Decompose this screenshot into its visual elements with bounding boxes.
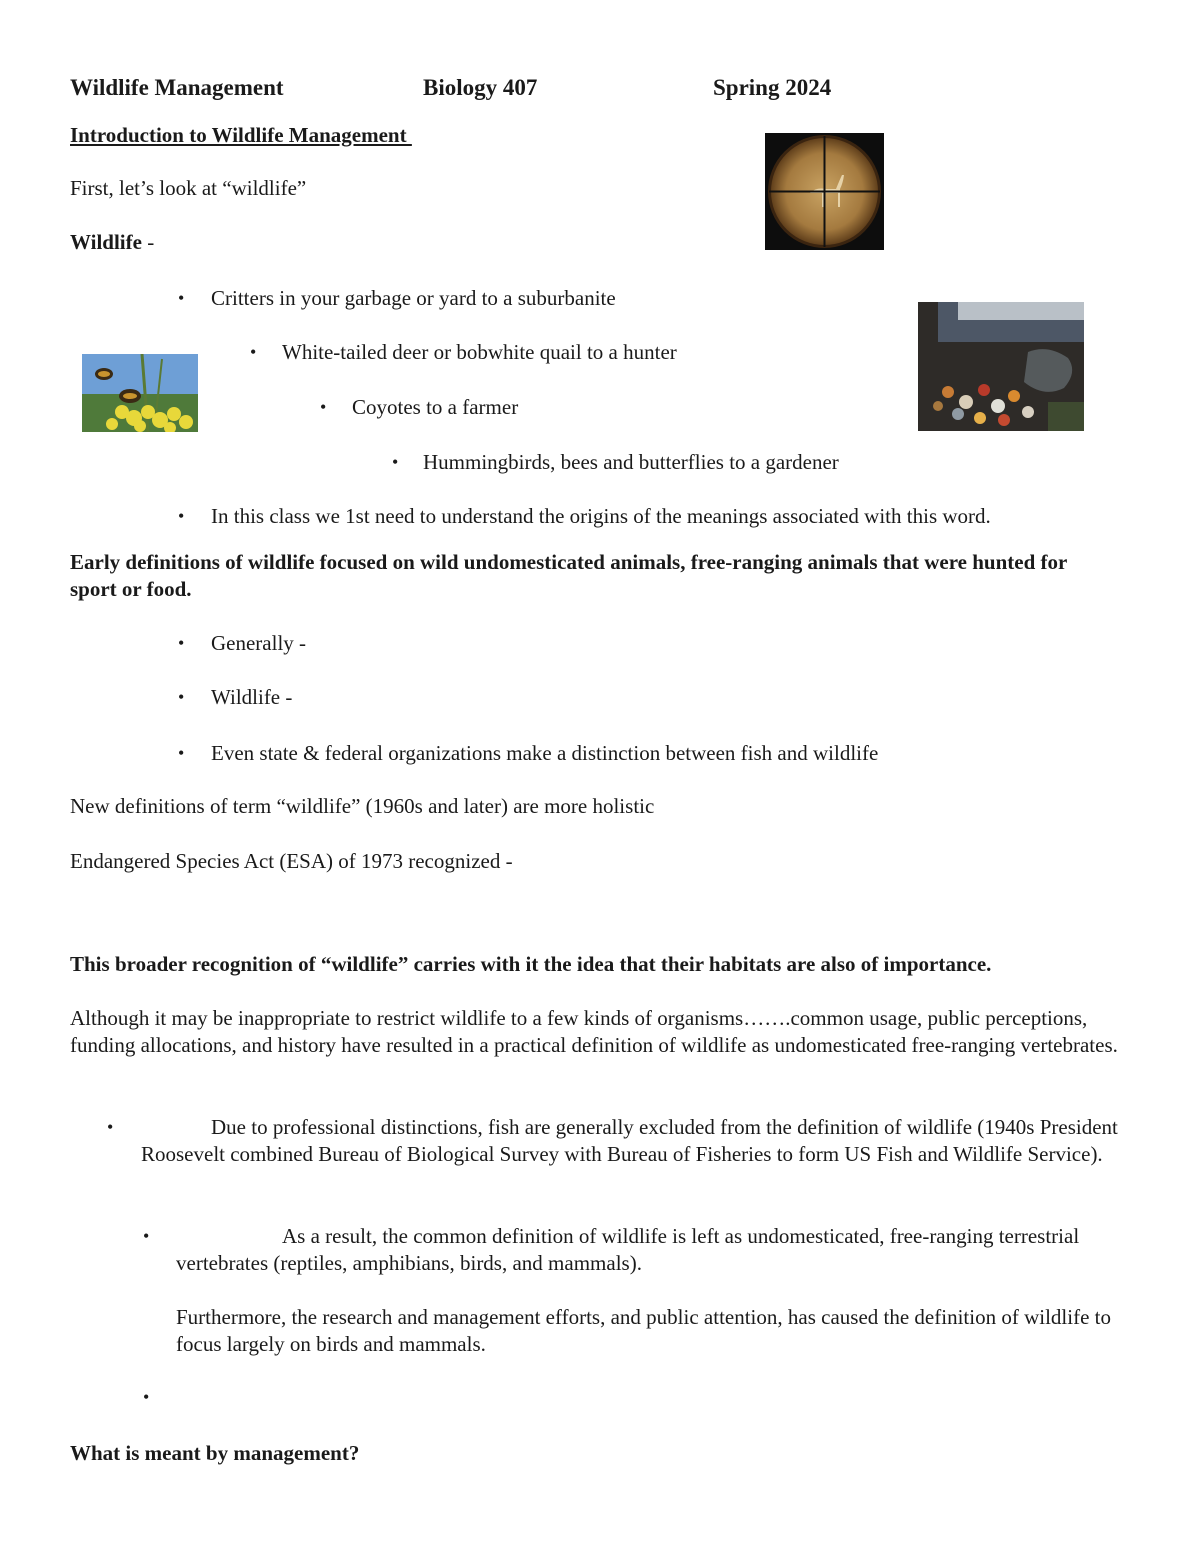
perspective-suburbanite: Critters in your garbage or yard to a suburbanite bbox=[211, 286, 616, 310]
bullet-icon: • bbox=[143, 1226, 150, 1246]
esa-line: Endangered Species Act (ESA) of 1973 recognized - bbox=[70, 849, 513, 873]
new-definitions: New definitions of term “wildlife” (1960s and later) are more holistic bbox=[70, 794, 655, 818]
result-bullet: As a result, the common definition of wildlife is left as undomesticated, free-ranging terrestrial vertebrates (reptiles, amphibians, birds, and mammals). bbox=[176, 1224, 1080, 1275]
bullet-icon: • bbox=[178, 743, 185, 763]
furthermore-paragraph: Furthermore, the research and management efforts, and public attention, has caused the definition of wildlife to focus largely on birds and mammals. bbox=[176, 1305, 1111, 1356]
fish-bullet: Due to professional distinctions, fish are generally excluded from the definition of wildlife (1940s President Roosevelt combined Bureau of Biological Survey with Bureau of Fisheries to form US Fish and Wildlife Service). bbox=[141, 1115, 1118, 1166]
bullet-icon: • bbox=[320, 397, 327, 417]
perspective-gardener: Hummingbirds, bees and butterflies to a gardener bbox=[423, 450, 839, 474]
bullet-icon: • bbox=[178, 687, 185, 707]
early-bullet-organizations: Even state & federal organizations make a distinction between fish and wildlife bbox=[211, 741, 879, 765]
garbage-raccoon-photo bbox=[918, 302, 1084, 431]
bullet-icon: • bbox=[250, 342, 257, 362]
wildlife-label: Wildlife bbox=[70, 230, 142, 254]
perspective-farmer: Coyotes to a farmer bbox=[352, 395, 519, 419]
management-question: What is meant by management? bbox=[70, 1441, 360, 1465]
wildlife-label-line bbox=[70, 229, 154, 256]
intro-line: First, let’s look at “wildlife” bbox=[70, 176, 307, 200]
course-term: Spring 2024 bbox=[713, 75, 832, 100]
early-bullet-wildlife: Wildlife - bbox=[211, 685, 293, 709]
wildlife-dash: - bbox=[141, 230, 155, 254]
broader-recognition: This broader recognition of “wildlife” carries with it the idea that their habitats are also of importance. bbox=[70, 952, 992, 976]
bullet-icon: • bbox=[107, 1117, 114, 1137]
course-title: Wildlife Management bbox=[70, 75, 284, 100]
bullet-icon: • bbox=[392, 452, 399, 472]
bullet-icon: • bbox=[178, 506, 185, 526]
bees-photo bbox=[82, 354, 198, 432]
bullet-icon: • bbox=[178, 288, 185, 308]
bullet-icon: • bbox=[143, 1387, 150, 1407]
deer-scope-photo bbox=[765, 133, 884, 250]
section-title: Introduction to Wildlife Management bbox=[70, 123, 412, 147]
class-note: In this class we 1st need to understand the origins of the meanings associated with this word. bbox=[211, 504, 991, 528]
course-code: Biology 407 bbox=[423, 75, 538, 100]
practical-definition: Although it may be inappropriate to restrict wildlife to a few kinds of organisms…….common usage, public perceptions, funding allocations, and history have resulted in a practical definition of wildlife as undomesticated free-ranging vertebrates. bbox=[70, 1006, 1118, 1057]
bullet-icon: • bbox=[178, 633, 185, 653]
perspective-hunter: White-tailed deer or bobwhite quail to a hunter bbox=[282, 340, 677, 364]
early-definitions: Early definitions of wildlife focused on wild undomesticated animals, free-ranging animals that were hunted for sport or food. bbox=[70, 550, 1067, 601]
early-bullet-generally: Generally - bbox=[211, 631, 307, 655]
